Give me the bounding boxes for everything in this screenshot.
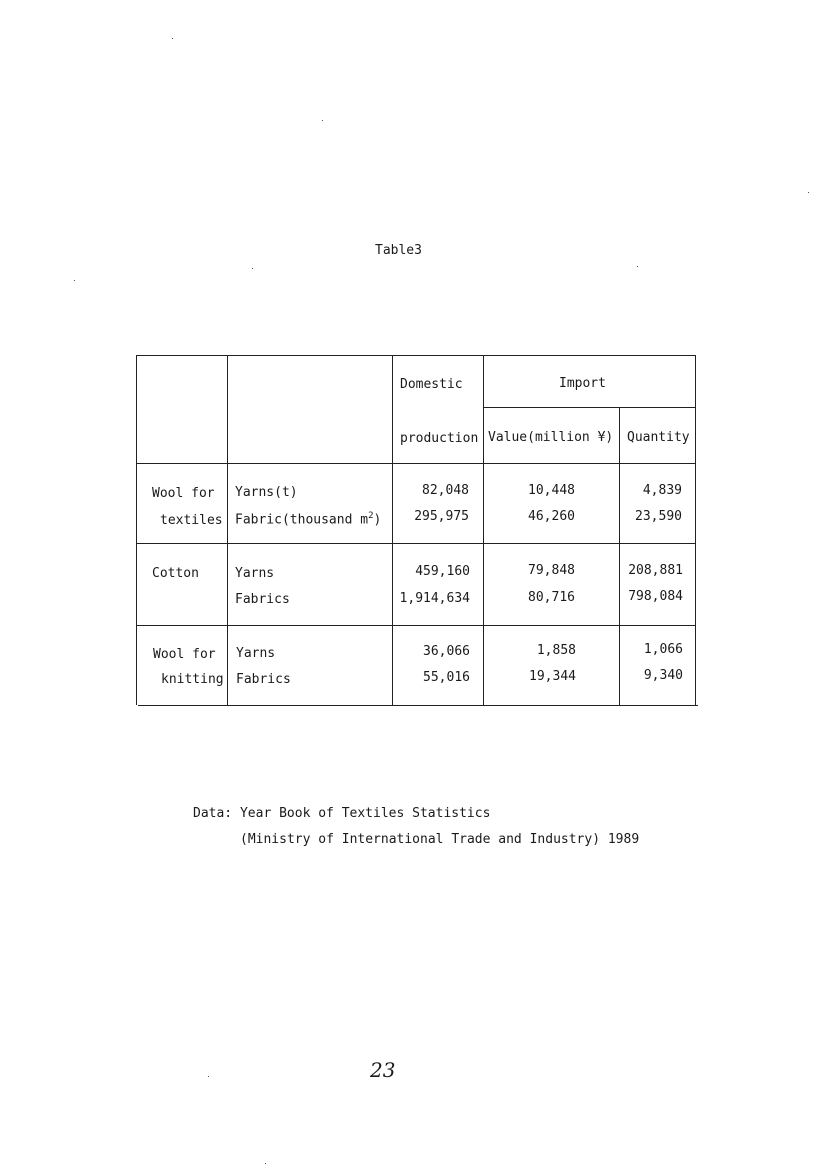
import-value: 19,344 [529,669,576,684]
group1-bottom-border [136,543,696,544]
import-quantity: 4,839 [642,483,682,498]
domestic-value: 82,048 [422,483,469,498]
textiles-table [136,355,697,706]
table-top-border [136,355,696,356]
source-line-1: Data: Year Book of Textiles Statistics [193,806,491,821]
import-value: 46,260 [528,509,575,524]
page-number: 23 [370,1058,396,1082]
domestic-value-divider [483,355,484,705]
group-label: knitting [161,672,224,687]
row-item: Fabric(thousand $m^2$) [235,511,382,528]
import-header-divider [483,407,696,408]
scan-speck [74,280,75,281]
import-value: 10,448 [528,483,575,498]
label-item-divider [227,355,228,705]
scan-speck [265,1163,266,1164]
group2-bottom-border [136,625,696,626]
scan-speck [172,38,173,39]
header-value: Value(million ¥) [488,430,614,445]
header-bottom-border [136,463,696,464]
row-item: Yarns [235,566,275,581]
row-item: Fabrics [235,592,290,607]
domestic-value: 295,975 [414,509,469,524]
source-line-2: (Ministry of International Trade and Industry) 1989 [240,832,640,847]
domestic-value: 55,016 [423,670,470,685]
group-label: Wool for [152,486,215,501]
header-domestic: Domestic [400,377,463,392]
header-import: Import [559,376,606,391]
scan-speck [322,120,323,121]
value-quantity-divider [619,407,620,705]
import-value: 80,716 [528,590,575,605]
row-item: Yarns [236,646,276,661]
domestic-value: 1,914,634 [399,591,470,606]
import-quantity: 208,881 [628,563,683,578]
table-left-border [136,355,137,705]
group-label: textiles [160,513,223,528]
table-bottom-border [138,705,698,706]
import-quantity: 9,340 [643,668,683,683]
scan-speck [637,266,638,267]
group-label: Cotton [152,566,199,581]
row-item: Yarns(t) [235,485,298,500]
scan-speck [252,268,253,269]
header-production: production [400,431,479,446]
group-label: Wool for [153,647,216,662]
import-quantity: 23,590 [635,509,682,524]
header-quantity: Quantity [627,430,690,445]
domestic-value: 459,160 [415,564,470,579]
import-value: 79,848 [528,563,575,578]
domestic-value: 36,066 [423,644,470,659]
import-quantity: 1,066 [643,642,683,657]
row-item: Fabrics [236,672,291,687]
table-right-border [695,355,696,705]
scan-speck [808,192,809,193]
table-title: Table3 [375,243,422,258]
scan-speck [208,1076,209,1077]
import-value: 1,858 [536,643,576,658]
import-quantity: 798,084 [628,589,683,604]
item-domestic-divider [392,355,393,705]
